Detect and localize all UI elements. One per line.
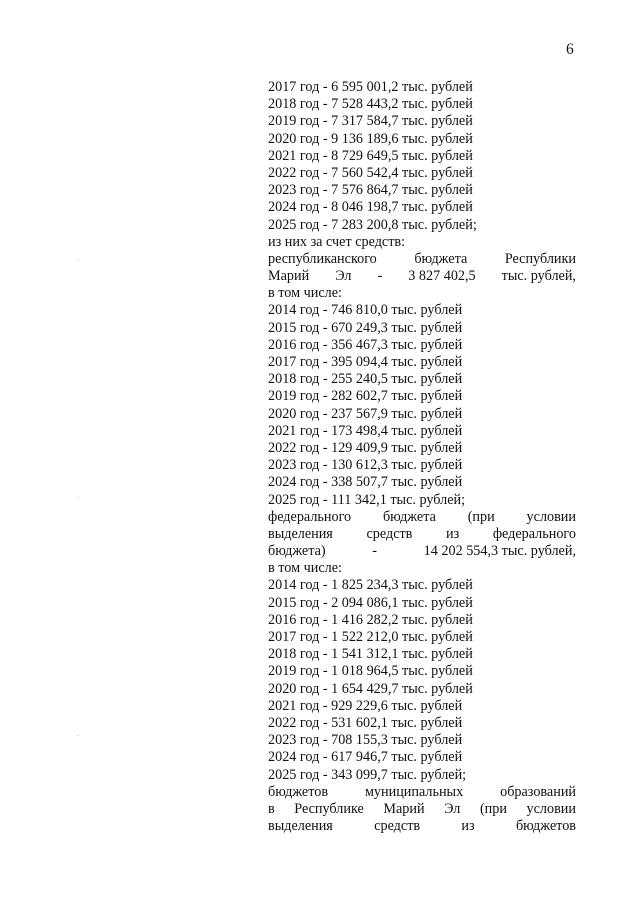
federal-year-2018: 2018 год - 1 541 312,1 тыс. рублей <box>268 646 473 663</box>
republican-year-2022: 2022 год - 129 409,9 тыс. рублей <box>268 439 463 456</box>
word: Марий <box>383 800 425 817</box>
word: Марий <box>268 268 310 285</box>
year-line-2022: 2022 год - 7 560 542,4 тыс. рублей <box>268 164 473 181</box>
word: тыс. рублей, <box>501 268 576 285</box>
word: (при <box>479 800 507 817</box>
federal-year-2024: 2024 год - 617 946,7 тыс. рублей <box>268 749 463 766</box>
amount: 14 202 554,3 тыс. рублей, <box>423 543 576 560</box>
republican-including: в том числе: <box>268 285 342 302</box>
word: Республики <box>504 250 576 267</box>
funding-total-by-year <box>268 79 576 234</box>
year-line-2021: 2021 год - 8 729 649,5 тыс. рублей <box>268 147 473 164</box>
document-body <box>268 79 576 835</box>
word: - <box>377 268 383 285</box>
year-line-2023: 2023 год - 7 576 864,7 тыс. рублей <box>268 182 473 199</box>
federal-year-2023: 2023 год - 708 155,3 тыс. рублей <box>268 732 463 749</box>
federal-year-2020: 2020 год - 1 654 429,7 тыс. рублей <box>268 680 473 697</box>
republican-year-2018: 2018 год - 255 240,5 тыс. рублей <box>268 371 463 388</box>
year-line-2025: 2025 год - 7 283 200,8 тыс. рублей; <box>268 216 477 233</box>
word: муниципальных <box>364 783 464 800</box>
republican-year-2023: 2023 год - 130 612,3 тыс. рублей <box>268 457 463 474</box>
word: в <box>268 800 275 817</box>
federal-including: в том числе: <box>268 560 342 577</box>
word: выделения <box>268 818 333 835</box>
federal-year-2019: 2019 год - 1 018 964,5 тыс. рублей <box>268 663 473 680</box>
federal-year-2015: 2015 год - 2 094 086,1 тыс. рублей <box>268 594 473 611</box>
year-line-2018: 2018 год - 7 528 443,2 тыс. рублей <box>268 96 473 113</box>
word: - <box>372 543 377 560</box>
republican-year-2024: 2024 год - 338 507,7 тыс. рублей <box>268 474 463 491</box>
year-line-2020: 2020 год - 9 136 189,6 тыс. рублей <box>268 130 473 147</box>
word: (при <box>467 508 495 525</box>
municipal-heading-line-2 <box>268 801 576 818</box>
page-number: 6 <box>566 41 574 58</box>
word: образований <box>500 783 576 800</box>
word: из <box>461 818 475 835</box>
federal-year-2017: 2017 год - 1 522 212,0 тыс. рублей <box>268 629 473 645</box>
republican-year-2014: 2014 год - 746 810,0 тыс. рублей <box>268 302 463 319</box>
word: средств <box>374 818 421 835</box>
municipal-budget-section <box>268 784 576 836</box>
federal-heading-line-2 <box>268 526 576 543</box>
scan-mark <box>77 259 79 260</box>
year-line-2017: 2017 год - 6 595 001,2 тыс. рублей <box>268 79 473 95</box>
word: Эл <box>335 268 352 285</box>
republican-year-2020: 2020 год - 237 567,9 тыс. рублей <box>268 405 463 422</box>
federal-heading-line-1 <box>268 509 576 526</box>
word: бюджетов <box>515 818 576 835</box>
word: республиканского <box>268 250 377 267</box>
republican-year-2017: 2017 год - 395 094,4 тыс. рублей <box>268 354 463 370</box>
municipal-heading-line-1 <box>268 784 576 801</box>
scan-mark <box>77 497 79 498</box>
word: из <box>446 525 460 542</box>
word: выделения <box>268 525 333 542</box>
republican-budget-section <box>268 251 576 509</box>
federal-year-2021: 2021 год - 929 229,6 тыс. рублей <box>268 697 463 714</box>
republican-year-2021: 2021 год - 173 498,4 тыс. рублей <box>268 422 463 439</box>
word: условии <box>526 508 576 525</box>
year-line-2019: 2019 год - 7 317 584,7 тыс. рублей <box>268 113 473 130</box>
republican-year-2015: 2015 год - 670 249,3 тыс. рублей <box>268 319 463 336</box>
federal-year-2022: 2022 год - 531 602,1 тыс. рублей <box>268 714 463 731</box>
word: условии <box>526 800 576 817</box>
word: федерального <box>268 508 352 525</box>
amount: 3 827 402,5 <box>408 268 476 285</box>
republican-year-2025: 2025 год - 111 342,1 тыс. рублей; <box>268 491 466 508</box>
scan-mark <box>77 735 79 736</box>
word: бюджета <box>382 508 436 525</box>
federal-heading-line-3 <box>268 543 576 560</box>
federal-year-2025: 2025 год - 343 099,7 тыс. рублей; <box>268 766 467 783</box>
word: средств <box>366 525 413 542</box>
federal-year-2014: 2014 год - 1 825 234,3 тыс. рублей <box>268 577 473 594</box>
municipal-heading-line-3 <box>268 818 576 835</box>
republican-heading-line-1 <box>268 251 576 268</box>
republican-year-2019: 2019 год - 282 602,7 тыс. рублей <box>268 388 463 405</box>
federal-year-2016: 2016 год - 1 416 282,2 тыс. рублей <box>268 611 473 628</box>
word: бюджетов <box>268 783 329 800</box>
republican-year-2016: 2016 год - 356 467,3 тыс. рублей <box>268 336 463 353</box>
word: Эл <box>444 800 461 817</box>
word: бюджета <box>414 250 468 267</box>
word: федерального <box>492 525 576 542</box>
word: Республике <box>294 800 364 817</box>
federal-budget-section <box>268 509 576 784</box>
year-line-2024: 2024 год - 8 046 198,7 тыс. рублей <box>268 199 473 216</box>
from-them-heading: из них за счет средств: <box>268 233 406 250</box>
republican-heading-line-2 <box>268 268 576 285</box>
word: бюджета) <box>268 543 326 560</box>
